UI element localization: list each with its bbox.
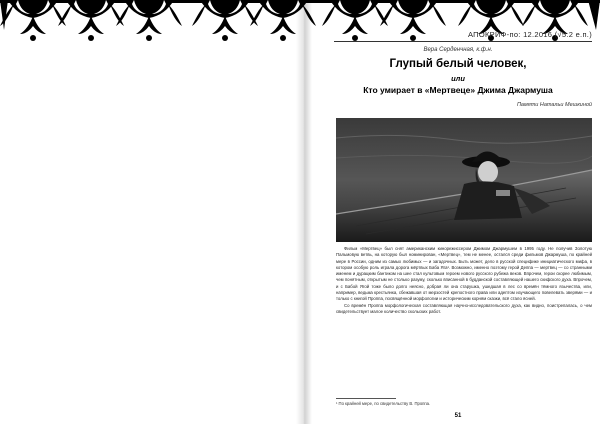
- right-page: [324, 0, 592, 424]
- footnote: ¹ По крайней мере, по свидетельству В. Проппа.: [336, 401, 431, 406]
- article-author: Вера Серденчная, к.ф.н.: [423, 47, 493, 53]
- body-paragraph: Фильм «Мертвец» был снят американским кинорежиссером Джимом Джармушем в 1995 году. Не получив Золотую Пальмовую ветвь, на которую был номинирован, «Мертвец», тем не менее, остался среди фильмов Джармуша, по крайней мере в России, одним из самых любимых — и загадочных. Быть может, дело в русской специфике инициатического мифа, в котором особую роль играла дорога мёртвых Баба Яга¹. Возможно, именно поэтому герой Деппа — мертвец — со странными именем и дурацким бантиком на шее стал культовым героем нового русского рубежа веков. Впрочем, герои скорее любимым, чем понятным, открытым не столько разуму, сколько вписанной в будданской составляющей нашего скифского духа. Впрочем, и с Бабой Ягой тоже было долго неясно, добрая ли она старушка, ушедшая в лес со времён тёмного язычества, или, например, ведьма крестьянка, сбежавшая от мерзостей крепостного права или адептом изучающего повелевать зверями — и только с книгой Проппа, посвящённой морфологии и историческим корням сказки, всё стало ясней.: [336, 246, 592, 302]
- article-title-or: или: [451, 74, 465, 83]
- article-title: Глупый белый человек,: [389, 58, 527, 70]
- body-paragraph: Со времён Проппа морфологическая составляющая научно-исследовательского духа, как видно, поистрепалась, о чем свидетельствует малое количество скольских работ.: [336, 302, 592, 314]
- footnote-rule: [336, 398, 396, 399]
- header-rule: [334, 41, 592, 42]
- film-still-photo: [336, 118, 592, 242]
- page-gutter: [296, 0, 312, 424]
- article-subtitle: Кто умирает в «Мертвеце» Джима Джармуша: [363, 85, 553, 95]
- article-body: [336, 246, 592, 315]
- page-number: 51: [454, 413, 462, 419]
- dedication-line: Памяти Натальи Мешкиной: [516, 102, 592, 108]
- issue-line: АПОКРИФ-по: 12.2016 (√5.2 е.п.): [467, 30, 592, 39]
